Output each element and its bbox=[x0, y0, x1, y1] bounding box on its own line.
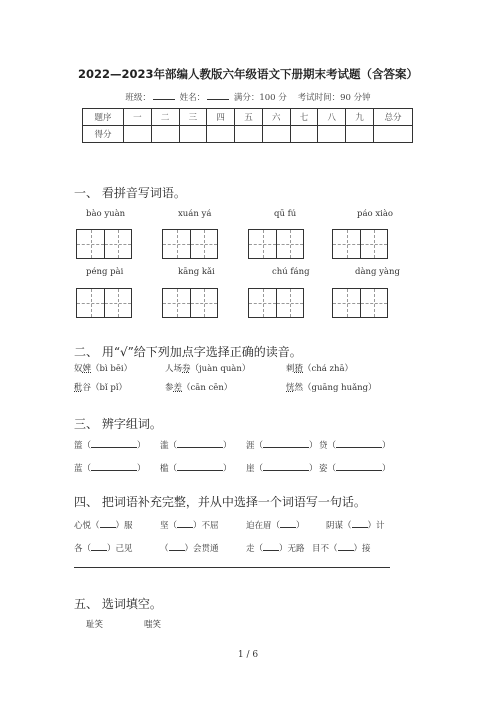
answer-blank[interactable] bbox=[263, 461, 309, 471]
answer-blank[interactable] bbox=[177, 438, 223, 448]
score-header-cell: 一 bbox=[124, 109, 152, 126]
word-item: 蓝（ ） bbox=[74, 461, 146, 474]
score-header-cell: 九 bbox=[346, 109, 374, 126]
answer-blank[interactable] bbox=[91, 438, 137, 448]
writing-cell[interactable] bbox=[104, 289, 131, 317]
word-char: 贷 bbox=[319, 441, 328, 451]
idiom-part: ）无路 bbox=[279, 544, 305, 554]
reading-item bbox=[286, 381, 377, 393]
dotted-char: 婢 bbox=[82, 364, 92, 374]
score-label-cell: 得分 bbox=[83, 126, 124, 143]
word-char: 槛 bbox=[160, 464, 169, 474]
answer-blank[interactable] bbox=[177, 461, 223, 471]
answer-blank[interactable] bbox=[91, 541, 107, 551]
writing-cell[interactable] bbox=[104, 230, 131, 258]
item-options[interactable]: （cān cēn） bbox=[182, 383, 233, 393]
section5-heading: 五、 选词填空。 bbox=[74, 597, 162, 611]
score-input-cell[interactable] bbox=[151, 126, 179, 143]
answer-blank[interactable] bbox=[338, 541, 354, 551]
idiom-part: 迫在眉（ bbox=[246, 521, 281, 531]
idiom-part: ） bbox=[296, 521, 305, 531]
writing-box[interactable] bbox=[332, 288, 388, 318]
exam-info bbox=[0, 91, 496, 103]
item-text: 奴 bbox=[74, 364, 83, 374]
score-input-cell[interactable] bbox=[290, 126, 318, 143]
item-text: 参 bbox=[165, 383, 174, 393]
idiom-part: ）计 bbox=[367, 521, 385, 531]
score-table bbox=[82, 108, 413, 143]
answer-blank[interactable] bbox=[352, 518, 368, 528]
answer-blank[interactable] bbox=[263, 438, 309, 448]
writing-box[interactable] bbox=[76, 288, 132, 318]
word-item: 槛（ ） bbox=[160, 461, 232, 474]
word-item: 涯（ ） bbox=[246, 438, 318, 451]
idiom-part: 阴谋（ bbox=[326, 521, 352, 531]
pinyin: dàng yàng bbox=[355, 267, 400, 277]
score-header-cell: 二 bbox=[151, 109, 179, 126]
answer-blank[interactable] bbox=[280, 518, 296, 528]
score-header-cell: 六 bbox=[262, 109, 290, 126]
score-header-row bbox=[83, 109, 413, 126]
score-header-cell: 总分 bbox=[374, 109, 413, 126]
idiom-part: 坚（ bbox=[160, 521, 178, 531]
word-item: 滥（ ） bbox=[160, 438, 232, 451]
dotted-char: 秕 bbox=[74, 383, 83, 393]
writing-cell[interactable] bbox=[333, 289, 360, 317]
score-input-cell[interactable] bbox=[318, 126, 346, 143]
score-value-row bbox=[83, 126, 413, 143]
reading-item bbox=[286, 362, 353, 374]
idiom-item bbox=[326, 518, 385, 531]
score-header-cell: 三 bbox=[179, 109, 207, 126]
score-header-cell: 五 bbox=[235, 109, 263, 126]
section4-heading: 四、 把词语补充完整，并从中选择一个词语写一句话。 bbox=[74, 495, 366, 509]
idiom-part: 目不（ bbox=[312, 544, 338, 554]
idiom-part: ）己见 bbox=[107, 544, 133, 554]
word-char: 篮 bbox=[74, 441, 83, 451]
word-char: 滥 bbox=[160, 441, 169, 451]
writing-cell[interactable] bbox=[163, 289, 190, 317]
reading-item bbox=[165, 381, 232, 393]
writing-cell[interactable] bbox=[190, 289, 217, 317]
writing-box[interactable] bbox=[248, 229, 304, 259]
score-input-cell[interactable] bbox=[235, 126, 263, 143]
idiom-part: 心悦（ bbox=[74, 521, 100, 531]
writing-cell[interactable] bbox=[360, 230, 387, 258]
idiom-item bbox=[160, 518, 219, 531]
class-blank[interactable] bbox=[153, 91, 175, 100]
writing-box[interactable] bbox=[76, 229, 132, 259]
writing-cell[interactable] bbox=[276, 289, 303, 317]
answer-blank[interactable] bbox=[336, 438, 382, 448]
writing-cell[interactable] bbox=[249, 230, 276, 258]
writing-box[interactable] bbox=[248, 288, 304, 318]
idiom-item bbox=[74, 518, 133, 531]
choice-word: 嗤笑 bbox=[144, 620, 162, 630]
writing-box[interactable] bbox=[162, 288, 218, 318]
writing-cell[interactable] bbox=[163, 230, 190, 258]
section1-heading: 一、 看拼音写词语。 bbox=[74, 186, 186, 200]
score-input-cell[interactable] bbox=[124, 126, 152, 143]
class-label: 班级： bbox=[125, 93, 151, 103]
score-input-cell[interactable] bbox=[207, 126, 235, 143]
name-blank[interactable] bbox=[207, 91, 229, 100]
writing-cell[interactable] bbox=[77, 289, 104, 317]
item-options[interactable]: 然（guāng huǎng） bbox=[294, 383, 377, 393]
reading-item bbox=[74, 381, 127, 393]
word-char: 涯 bbox=[246, 441, 255, 451]
word-item: 崖（ ） bbox=[246, 461, 318, 474]
idiom-item bbox=[74, 541, 133, 554]
item-options[interactable]: （juàn quàn） bbox=[190, 364, 251, 374]
choice-word: 耻笑 bbox=[86, 620, 104, 630]
dotted-char: 恍 bbox=[286, 383, 295, 393]
writing-cell[interactable] bbox=[360, 289, 387, 317]
idiom-item bbox=[246, 518, 305, 531]
answer-blank[interactable] bbox=[336, 461, 382, 471]
answer-blank[interactable] bbox=[263, 541, 279, 551]
pinyin: páo xiào bbox=[357, 209, 394, 219]
section3-heading: 三、 辨字组词。 bbox=[74, 417, 162, 431]
word-char: 蓝 bbox=[74, 464, 83, 474]
idiom-item bbox=[246, 541, 305, 554]
reading-item bbox=[74, 362, 132, 374]
idiom-part: ）不屈 bbox=[193, 521, 219, 531]
score-input-cell[interactable] bbox=[262, 126, 290, 143]
item-text: 刺 bbox=[286, 364, 295, 374]
exam-time: 考试时间：90 分钟 bbox=[297, 93, 371, 103]
name-label: 姓名： bbox=[179, 93, 206, 103]
writing-cell[interactable] bbox=[276, 230, 303, 258]
answer-blank[interactable] bbox=[169, 541, 185, 551]
pinyin: chú fáng bbox=[272, 267, 310, 277]
word-char: 崖 bbox=[246, 464, 255, 474]
idiom-part: 各（ bbox=[74, 544, 92, 554]
idiom-part: （ bbox=[160, 544, 169, 554]
section2-heading: 二、 用“√”给下列加点字选择正确的读音。 bbox=[74, 345, 302, 359]
score-header-cell: 题序 bbox=[83, 109, 124, 126]
score-header-cell: 四 bbox=[207, 109, 235, 126]
writing-cell[interactable] bbox=[249, 289, 276, 317]
writing-cell[interactable] bbox=[190, 230, 217, 258]
writing-cell[interactable] bbox=[333, 230, 360, 258]
idiom-item bbox=[312, 541, 371, 554]
writing-box[interactable] bbox=[162, 229, 218, 259]
item-text: 人场 bbox=[165, 364, 183, 374]
answer-blank[interactable] bbox=[91, 461, 137, 471]
score-header-cell: 八 bbox=[318, 109, 346, 126]
idiom-part: ）接 bbox=[353, 544, 371, 554]
dotted-char: 券 bbox=[182, 364, 191, 374]
writing-box[interactable] bbox=[332, 229, 388, 259]
writing-cell[interactable] bbox=[77, 230, 104, 258]
pinyin: kāng kǎi bbox=[178, 267, 215, 277]
exam-title: 2022—2023年部编人教版六年级语文下册期末考试题（含答案） bbox=[77, 67, 418, 81]
score-input-cell[interactable] bbox=[374, 126, 413, 143]
dotted-char: 猹 bbox=[294, 364, 304, 374]
item-options[interactable]: （bì bēi） bbox=[91, 364, 133, 374]
sentence-answer-line[interactable] bbox=[74, 567, 390, 568]
pinyin: xuán yá bbox=[178, 209, 212, 219]
full-score: 满分：100 分 bbox=[233, 93, 287, 103]
idiom-part: ）会贯通 bbox=[184, 544, 219, 554]
pinyin: péng pài bbox=[86, 267, 124, 277]
score-input-cell[interactable] bbox=[179, 126, 207, 143]
score-input-cell[interactable] bbox=[346, 126, 374, 143]
idiom-part: ）服 bbox=[115, 521, 133, 531]
reading-item bbox=[165, 362, 250, 374]
idiom-item bbox=[160, 541, 219, 554]
answer-blank[interactable] bbox=[177, 518, 193, 528]
dotted-char: 差 bbox=[173, 383, 183, 393]
page-number: 1 / 6 bbox=[237, 650, 259, 660]
word-item: 贷（ ） bbox=[319, 438, 391, 451]
pinyin: qū fú bbox=[274, 209, 297, 219]
answer-blank[interactable] bbox=[100, 518, 116, 528]
score-header-cell: 七 bbox=[290, 109, 318, 126]
idiom-part: 走（ bbox=[246, 544, 264, 554]
pinyin: bào yuàn bbox=[86, 209, 126, 219]
word-item: 姿（ ） bbox=[319, 461, 391, 474]
item-options[interactable]: 谷（bǐ pǐ） bbox=[82, 383, 128, 393]
item-options[interactable]: （chá zhā） bbox=[303, 364, 354, 374]
word-char: 姿 bbox=[319, 464, 328, 474]
word-item: 篮（ ） bbox=[74, 438, 146, 451]
